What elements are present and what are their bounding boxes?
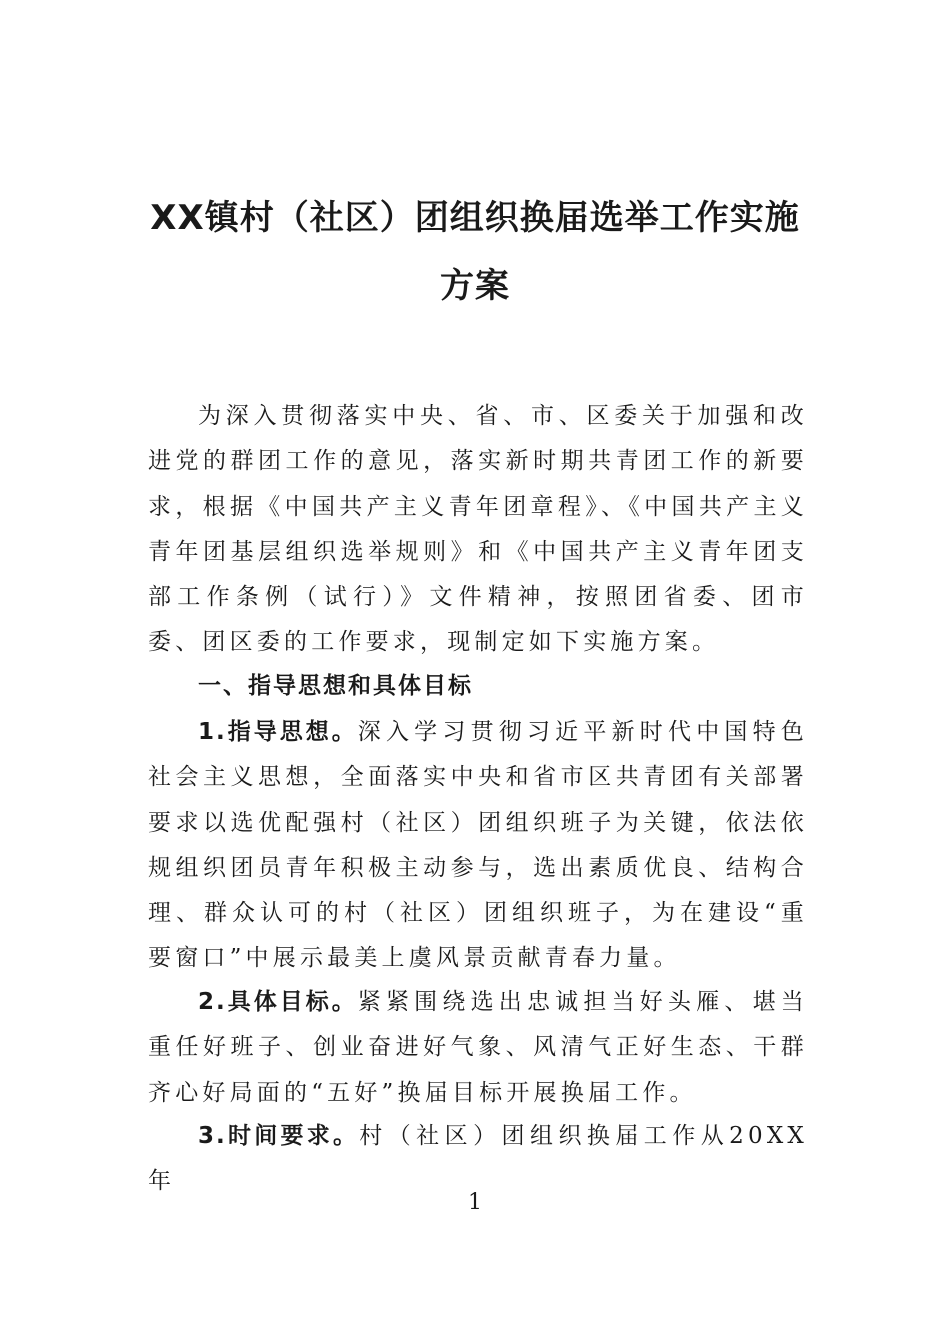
paragraph-text: 深入学习贯彻习近平新时代中国特色社会主义思想，全面落实中央和省市区共青团有关部署要求以选优配强村（社区）团组织班子为关键，依法依规组织团员青年积极主动参与，选出素质优良、结构合理、群众认可的村（社区）团组织班子，为在建设“重要窗口”中展示最美上虞风景贡献青春力量。 [148, 719, 808, 972]
paragraph-text: 村（社区）团组织换届工作从20XX年 [148, 1123, 808, 1195]
paragraph-text: 紧紧围绕选出忠诚担当好头雁、堪当重任好班子、创业奋进好气象、风清气正好生态、干群齐心好局面的“五好”换届目标开展换届工作。 [148, 989, 808, 1106]
paragraph-lead: 3.时间要求。 [198, 1123, 360, 1149]
document-title-line-1: XX镇村（社区）团组织换届选举工作实施 [150, 198, 800, 238]
section-heading: 一、指导思想和具体目标 [198, 673, 473, 699]
paragraph-lead: 1.指导思想。 [198, 719, 358, 745]
paragraph-guiding-ideology [148, 710, 808, 982]
paragraph-specific-goals [148, 980, 808, 1116]
page-number: 1 [468, 1190, 482, 1215]
paragraph-lead: 2.具体目标。 [198, 989, 358, 1015]
document-title-line-2: 方案 [440, 266, 510, 306]
intro-paragraph: 为深入贯彻落实中央、省、市、区委关于加强和改进党的群团工作的意见，落实新时期共青团工作的新要求，根据《中国共产主义青年团章程》、《中国共产主义青年团基层组织选举规则》和《中国共产主义青年团支部工作条例（试行）》文件精神，按照团省委、团市委、团区委的工作要求，现制定如下实施方案。 [148, 403, 808, 656]
